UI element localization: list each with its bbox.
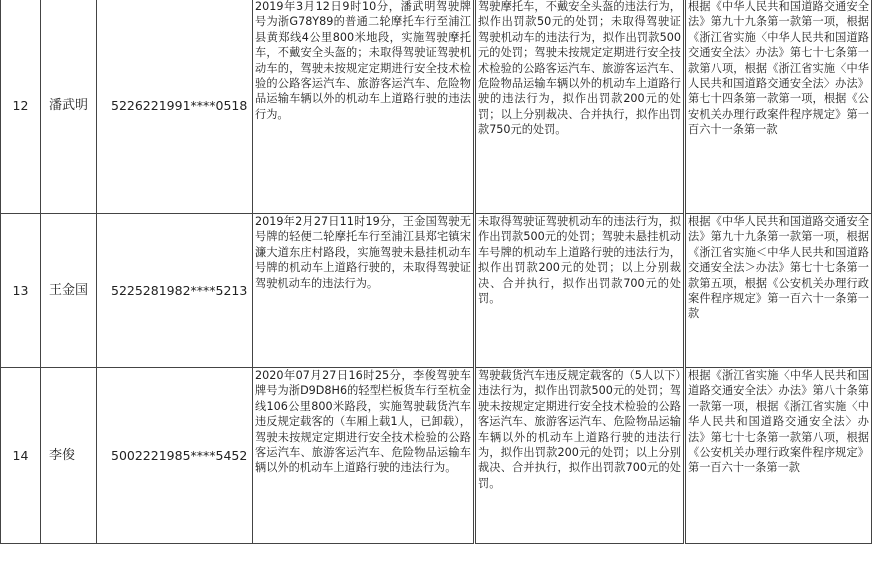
id-number: 5226221991****0518 — [97, 0, 253, 214]
violation-facts: 2019年2月27日11时19分，王金国驾驶无号牌的轻便二轮摩托车行至浦江县郑宅镇宋濂大道东庄村路段，实施驾驶未悬挂机动车号牌的机动车上道路行驶的，未取得驾驶证驾驶机动车的违法行为。 — [253, 214, 475, 368]
penalty-decision: 驾驶载货汽车违反规定载客的（5人以下）违法行为，拟作出罚款500元的处罚；驾驶未按规定定期进行安全技术检验的公路客运汽车、旅游客运汽车、危险物品运输车辆以外的机动车上道路行驶的违法行为，拟作出罚款200元的处罚；以上分别裁决、合并执行，拟作出罚款700元的处罚。 — [475, 368, 685, 544]
person-name: 李俊 — [41, 368, 97, 544]
table-row — [1, 214, 872, 368]
person-name: 王金国 — [41, 214, 97, 368]
person-name: 潘武明 — [41, 0, 97, 214]
row-number: 12 — [1, 0, 41, 214]
legal-basis: 根据《浙江省实施〈中华人民共和国道路交通安全法〉办法》第八十条第一款第一项，根据《浙江省实施〈中华人民共和国道路交通安全法〉办法》第七十七条第一款第八项，根据《公安机关办理行政案件程序规定》第一百六十一条第一款 — [685, 368, 872, 544]
table-row — [1, 0, 872, 214]
id-number: 5225281982****5213 — [97, 214, 253, 368]
penalty-decision: 未取得驾驶证驾驶机动车的违法行为，拟作出罚款500元的处罚；驾驶未悬挂机动车号牌的机动车上道路行驶的违法行为，拟作出罚款200元的处罚；以上分别裁决、合并执行，拟作出罚款700元的处罚。 — [475, 214, 685, 368]
legal-basis: 根据《中华人民共和国道路交通安全法》第九十九条第一款第一项，根据《浙江省实施＜中华人民共和国道路交通安全法＞办法》第七十七条第一款第五项，根据《公安机关办理行政案件程序规定》第一百六十一条第一款 — [685, 214, 872, 368]
row-number: 14 — [1, 368, 41, 544]
violation-facts: 2019年3月12日9时10分，潘武明驾驶牌号为浙G78Y89的普通二轮摩托车行至浦江县黄郑线4公里800米地段，实施驾驶摩托车，不戴安全头盔的；未取得驾驶证驾驶机动车的，驾驶未按规定定期进行安全技术检验的公路客运汽车、旅游客运汽车、危险物品运输车辆以外的机动车上道路行驶的违法行为。 — [253, 0, 475, 214]
violation-facts: 2020年07月27日16时25分，李俊驾驶车牌号为浙D9D8H6的轻型栏板货车行至杭金线106公里800米路段，实施驾驶载货汽车违反规定载客的（车厢上载1人，已卸载），驾驶未按规定定期进行安全技术检验的公路客运汽车、旅游客运汽车、危险物品运输车辆以外的机动车上道路行驶的违法行为。 — [253, 368, 475, 544]
penalty-decision: 驾驶摩托车，不戴安全头盔的违法行为，拟作出罚款50元的处罚；未取得驾驶证驾驶机动车的违法行为，拟作出罚款500元的处罚；驾驶未按规定定期进行安全技术检验的公路客运汽车、旅游客运汽车、危险物品运输车辆以外的机动车上道路行驶的违法行为，拟作出罚款200元的处罚；以上分别裁决、合并执行，拟作出罚款750元的处罚。 — [475, 0, 685, 214]
legal-basis: 根据《中华人民共和国道路交通安全法》第九十九条第一款第一项，根据《浙江省实施〈中华人民共和国道路交通安全法〉办法》第七十七条第一款第八项，根据《浙江省实施〈中华人民共和国道路交通安全法〉办法》第七十四条第一款第一项，根据《公安机关办理行政案件程序规定》第一百六十一条第一款 — [685, 0, 872, 214]
table-row — [1, 368, 872, 544]
id-number: 5002221985****5452 — [97, 368, 253, 544]
row-number: 13 — [1, 214, 41, 368]
